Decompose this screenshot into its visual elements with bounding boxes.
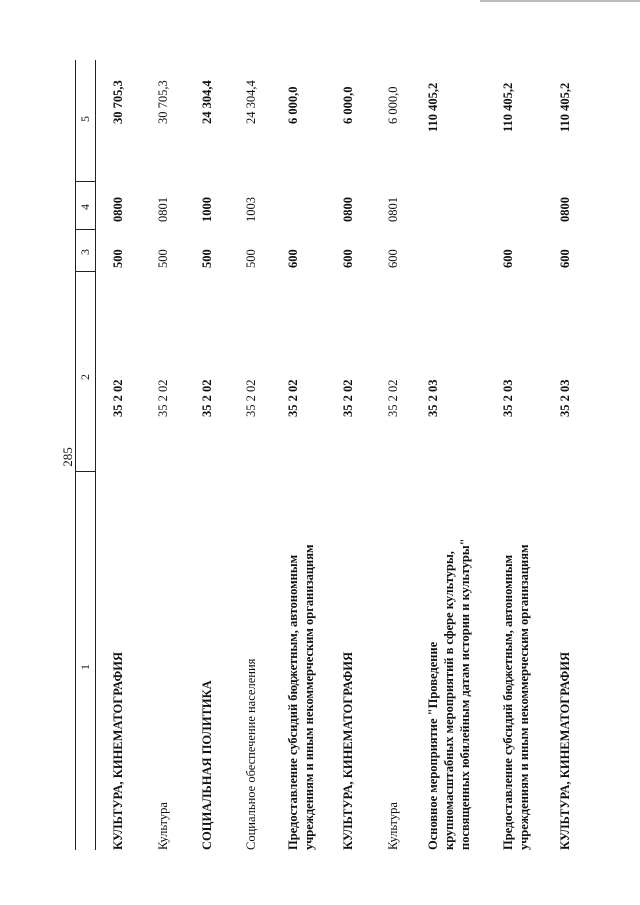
row-1-sum: 30 705,3	[111, 80, 125, 124]
row-4-csr: 35 2 02	[244, 379, 258, 417]
row-8-name-line-1: Основное мероприятие "Проведение	[426, 641, 440, 850]
table-top-rule	[75, 60, 76, 850]
table-header-rule	[95, 60, 96, 850]
row-6-name: КУЛЬТУРА, КИНЕМАТОГРАФИЯ	[341, 652, 355, 850]
header-sep-4	[75, 181, 96, 182]
header-sep-2	[75, 271, 96, 272]
page-number-text: 285	[60, 447, 75, 467]
budget-table	[75, 60, 605, 850]
row-7-rz: 0801	[386, 197, 400, 222]
row-3-csr: 35 2 02	[200, 379, 214, 417]
row-8-name-line-3: посвященных юбилейным датам истории и культуры"	[458, 538, 472, 850]
header-col-5: 5	[78, 116, 92, 122]
row-2-csr: 35 2 02	[156, 379, 170, 417]
row-5-csr: 35 2 02	[286, 379, 300, 417]
row-1-csr: 35 2 02	[111, 379, 125, 417]
row-10-vr: 600	[558, 249, 572, 268]
row-6-sum: 6 000,0	[341, 86, 355, 124]
header-col-3: 3	[78, 249, 92, 255]
row-10-sum: 110 405,2	[558, 82, 572, 132]
row-2-name: Культура	[156, 802, 170, 850]
row-9-vr: 600	[501, 249, 515, 268]
row-8-sum: 110 405,2	[426, 82, 440, 132]
row-4-vr: 500	[244, 249, 258, 268]
row-4-sum: 24 304,4	[244, 80, 258, 124]
row-3-sum: 24 304,4	[200, 80, 214, 124]
header-col-1: 1	[78, 664, 92, 670]
row-7-csr: 35 2 02	[386, 379, 400, 417]
row-3-vr: 500	[200, 249, 214, 268]
row-4-name: Социальное обеспечение населения	[244, 658, 258, 850]
row-2-vr: 500	[156, 249, 170, 268]
row-5-sum: 6 000,0	[286, 86, 300, 124]
row-9-sum: 110 405,2	[501, 82, 515, 132]
row-6-vr: 600	[341, 249, 355, 268]
row-5-name-line-1: Предоставление субсидий бюджетным, автономным	[286, 554, 300, 850]
row-9-name-line-1: Предоставление субсидий бюджетным, автономным	[501, 554, 515, 850]
row-7-name: Культура	[386, 802, 400, 850]
row-10-rz: 0800	[558, 197, 572, 222]
header-sep-1	[75, 471, 96, 472]
row-8-name-line-2: крупномасштабных мероприятий в сфере культуры,	[442, 551, 456, 850]
scan-edge-line	[480, 0, 640, 2]
row-8-csr: 35 2 03	[426, 379, 440, 417]
row-9-name-line-2: учреждениям и иным некоммерческим организациям	[517, 544, 531, 850]
row-3-rz: 1000	[200, 197, 214, 222]
row-6-csr: 35 2 02	[341, 379, 355, 417]
row-1-name: КУЛЬТУРА, КИНЕМАТОГРАФИЯ	[111, 652, 125, 850]
header-sep-3	[75, 229, 96, 230]
header-col-2: 2	[78, 374, 92, 380]
row-7-sum: 6 000,0	[386, 86, 400, 124]
row-7-vr: 600	[386, 249, 400, 268]
row-5-name-line-2: учреждениям и иным некоммерческим организациям	[302, 544, 316, 850]
row-1-rz: 0800	[111, 197, 125, 222]
row-3-name: СОЦИАЛЬНАЯ ПОЛИТИКА	[200, 680, 214, 850]
row-10-name: КУЛЬТУРА, КИНЕМАТОГРАФИЯ	[558, 652, 572, 850]
row-10-csr: 35 2 03	[558, 379, 572, 417]
row-5-vr: 600	[286, 249, 300, 268]
row-2-sum: 30 705,3	[156, 80, 170, 124]
row-2-rz: 0801	[156, 197, 170, 222]
row-4-rz: 1003	[244, 197, 258, 222]
row-6-rz: 0800	[341, 197, 355, 222]
row-1-vr: 500	[111, 249, 125, 268]
row-9-csr: 35 2 03	[501, 379, 515, 417]
header-col-4: 4	[78, 204, 92, 210]
